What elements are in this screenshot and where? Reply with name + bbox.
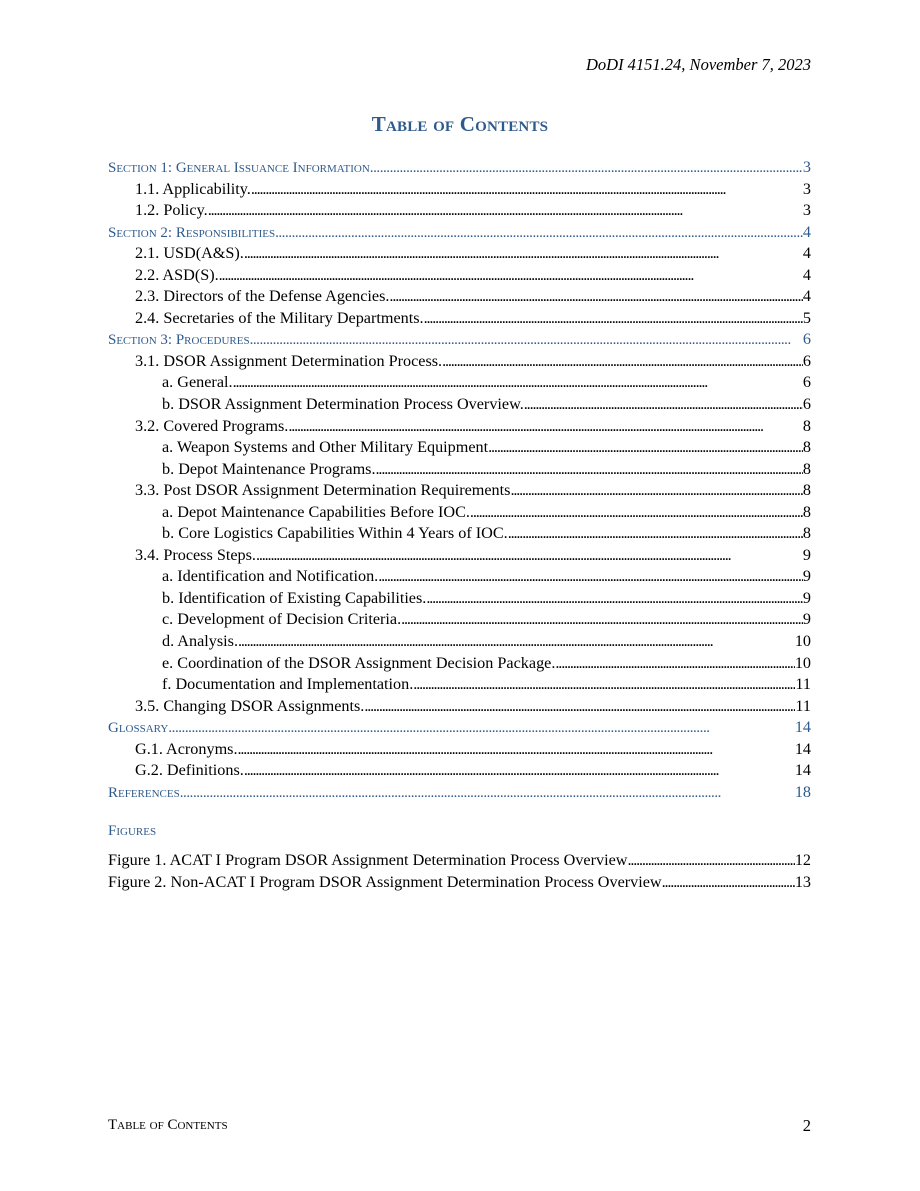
toc-entry-title: Section 2: Responsibilities <box>108 224 276 241</box>
toc-entry-title: 3.1. DSOR Assignment Determination Process. <box>135 351 443 370</box>
dot-leader <box>364 696 795 718</box>
toc-entry-title: d. Analysis. <box>162 632 238 651</box>
table-of-contents <box>108 157 811 803</box>
toc-entry-title: 3.2. Covered Programs. <box>135 416 289 435</box>
footer-label: Table of Contents <box>108 1117 228 1133</box>
page-number: 2 <box>802 1116 811 1135</box>
toc-entry-title: G.1. Acronyms. <box>135 739 238 758</box>
figure-entry[interactable] <box>108 872 811 894</box>
toc-entry-title: f. Documentation and Implementation. <box>162 675 414 694</box>
dot-leader <box>208 200 803 222</box>
toc-entry-title: b. DSOR Assignment Determination Process Overview. <box>162 395 524 414</box>
toc-entry[interactable] <box>108 200 811 222</box>
dot-leader <box>238 739 795 761</box>
figures-list <box>108 850 811 893</box>
dot-leader <box>389 286 802 308</box>
toc-entry-title: G.2. Definitions. <box>135 761 244 780</box>
toc-entry[interactable] <box>108 502 811 524</box>
toc-entry-page: 4 <box>802 222 811 241</box>
toc-entry[interactable] <box>108 394 811 416</box>
toc-entry-page: 8 <box>802 459 811 478</box>
toc-entry-title: References <box>108 784 180 801</box>
toc-entry-page: 3 <box>802 158 811 176</box>
figure-entry[interactable] <box>108 850 811 872</box>
dot-leader <box>288 416 803 438</box>
toc-entry-page: 6 <box>802 395 811 414</box>
toc-entry-title: b. Identification of Existing Capabilities. <box>162 588 427 607</box>
toc-entry-page: 9 <box>802 545 811 564</box>
dot-leader <box>508 523 803 545</box>
toc-entry[interactable] <box>108 717 811 739</box>
toc-entry[interactable] <box>108 696 811 718</box>
dot-leader <box>256 545 803 567</box>
toc-entry-title: Section 1: General Issuance Information <box>108 160 370 176</box>
toc-entry[interactable] <box>108 653 811 675</box>
toc-entry-title: a. Identification and Notification. <box>162 567 379 586</box>
dot-leader <box>510 480 802 502</box>
dot-leader <box>180 783 795 804</box>
figure-entry-page: 13 <box>794 872 811 891</box>
dot-leader <box>555 653 794 675</box>
toc-entry-page: 3 <box>802 179 811 198</box>
toc-entry-title: Section 3: Procedures <box>108 332 250 349</box>
dot-leader <box>524 394 803 416</box>
toc-entry-title: 2.4. Secretaries of the Military Departments. <box>135 308 424 327</box>
dot-leader <box>370 158 803 179</box>
page-title: Table of Contents <box>371 112 549 136</box>
toc-entry[interactable] <box>108 286 811 308</box>
toc-entry-title: 2.1. USD(A&S). <box>135 244 244 263</box>
dot-leader <box>426 588 803 610</box>
figure-entry-title: Figure 1. ACAT I Program DSOR Assignment Determination Process Overview <box>108 851 628 869</box>
toc-entry-page: 9 <box>802 567 811 586</box>
toc-entry[interactable] <box>108 588 811 610</box>
toc-entry[interactable] <box>108 760 811 782</box>
toc-entry-title: 3.5. Changing DSOR Assignments. <box>135 696 365 715</box>
toc-entry-title: 1.1. Applicability. <box>135 179 251 198</box>
dot-leader <box>401 609 803 631</box>
toc-entry-page: 14 <box>794 739 811 758</box>
toc-entry-page: 5 <box>802 308 811 327</box>
dot-leader <box>251 179 803 201</box>
dot-leader <box>275 223 803 244</box>
toc-entry-page: 4 <box>802 265 811 284</box>
toc-entry[interactable] <box>108 351 811 373</box>
toc-entry[interactable] <box>108 523 811 545</box>
toc-entry[interactable] <box>108 782 811 804</box>
toc-entry-page: 14 <box>794 718 811 737</box>
document-header: DoDI 4151.24, November 7, 2023 <box>585 55 811 74</box>
dot-leader <box>219 265 803 287</box>
toc-entry[interactable] <box>108 609 811 631</box>
toc-entry-page: 6 <box>802 351 811 370</box>
toc-entry[interactable] <box>108 222 811 244</box>
toc-entry-page: 8 <box>802 481 811 500</box>
toc-entry-title: 2.3. Directors of the Defense Agencies. <box>135 287 390 306</box>
toc-entry-page: 6 <box>802 373 811 392</box>
toc-entry-page: 11 <box>795 675 811 694</box>
toc-entry[interactable] <box>108 265 811 287</box>
toc-entry-page: 9 <box>802 588 811 607</box>
dot-leader <box>662 872 795 894</box>
toc-entry[interactable] <box>108 739 811 761</box>
toc-entry-title: a. General. <box>162 373 233 392</box>
dot-leader <box>244 243 803 265</box>
dot-leader <box>413 674 795 696</box>
toc-entry-page: 4 <box>802 287 811 306</box>
dot-leader <box>233 372 803 394</box>
toc-entry[interactable] <box>108 674 811 696</box>
toc-entry-page: 4 <box>802 244 811 263</box>
toc-entry-page: 14 <box>794 761 811 780</box>
figures-heading: Figures <box>108 823 157 839</box>
toc-entry-page: 8 <box>802 524 811 543</box>
dot-leader <box>442 351 803 373</box>
toc-entry[interactable] <box>108 372 811 394</box>
toc-entry[interactable] <box>108 459 811 481</box>
toc-entry-page: 11 <box>795 696 811 715</box>
dot-leader <box>244 760 795 782</box>
toc-entry-page: 10 <box>794 653 811 672</box>
toc-entry-title: 3.4. Process Steps. <box>135 545 256 564</box>
toc-entry-title: b. Core Logistics Capabilities Within 4 Years of IOC. <box>162 524 508 543</box>
toc-entry-title: 3.3. Post DSOR Assignment Determination Requirements <box>135 481 511 500</box>
toc-entry[interactable] <box>108 480 811 502</box>
dot-leader <box>378 566 803 588</box>
dot-leader <box>238 631 795 653</box>
toc-entry-page: 8 <box>802 502 811 521</box>
toc-entry[interactable] <box>108 329 811 351</box>
toc-entry-page: 18 <box>794 782 811 801</box>
toc-entry[interactable] <box>108 416 811 438</box>
toc-entry-title: e. Coordination of the DSOR Assignment Decision Package. <box>162 653 556 672</box>
toc-entry[interactable] <box>108 179 811 201</box>
toc-entry-title: c. Development of Decision Criteria. <box>162 610 402 629</box>
toc-entry-page: 6 <box>802 330 811 349</box>
dot-leader <box>376 459 803 481</box>
figure-entry-title: Figure 2. Non-ACAT I Program DSOR Assignment Determination Process Overview <box>108 872 662 891</box>
toc-entry[interactable] <box>108 308 811 330</box>
toc-entry-page: 9 <box>802 610 811 629</box>
toc-entry[interactable] <box>108 566 811 588</box>
toc-entry-title: 2.2. ASD(S). <box>135 265 219 284</box>
toc-entry[interactable] <box>108 437 811 459</box>
dot-leader <box>488 437 803 459</box>
dot-leader <box>470 502 803 524</box>
toc-entry-title: Glossary <box>108 720 169 737</box>
dot-leader <box>424 308 803 330</box>
toc-entry-title: a. Weapon Systems and Other Military Equipment <box>162 438 489 457</box>
toc-entry-page: 10 <box>794 632 811 651</box>
figure-entry-page: 12 <box>794 851 811 869</box>
dot-leader <box>627 850 794 872</box>
toc-entry-page: 3 <box>802 201 811 220</box>
toc-entry-title: 1.2. Policy. <box>135 201 208 220</box>
toc-entry-title: a. Depot Maintenance Capabilities Before IOC. <box>162 502 470 521</box>
dot-leader <box>250 330 803 351</box>
toc-entry-title: b. Depot Maintenance Programs. <box>162 459 376 478</box>
toc-entry-page: 8 <box>802 438 811 457</box>
dot-leader <box>168 718 794 739</box>
toc-entry-page: 8 <box>802 416 811 435</box>
toc-entry[interactable] <box>108 545 811 567</box>
toc-entry[interactable] <box>108 631 811 653</box>
toc-entry[interactable] <box>108 243 811 265</box>
toc-entry[interactable] <box>108 157 811 179</box>
